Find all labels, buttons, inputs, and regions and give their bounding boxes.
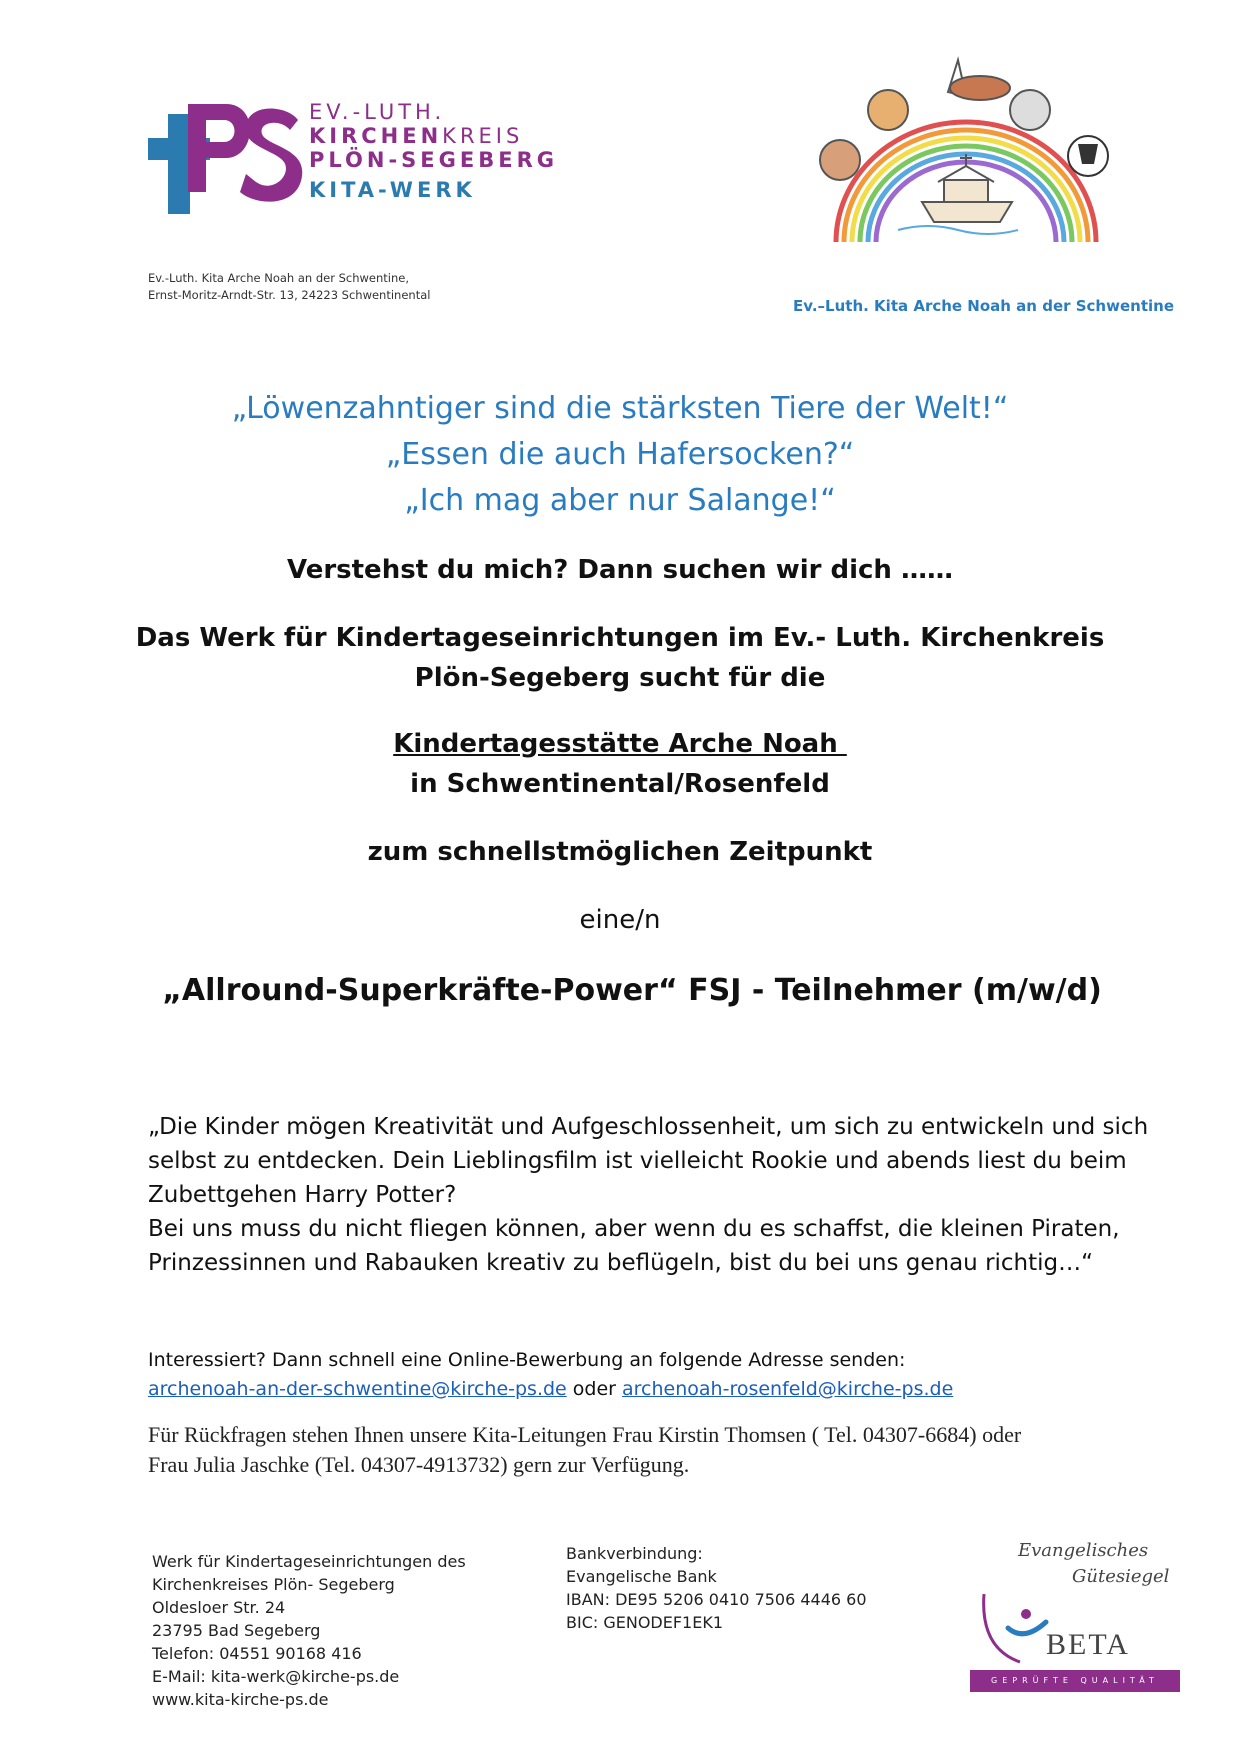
footer-address-line: Kirchenkreises Plön- Segeberg xyxy=(152,1575,395,1594)
bank-line: Bankverbindung: xyxy=(566,1544,703,1563)
email-link-schwentine[interactable]: archenoah-an-der-schwentine@kirche-ps.de xyxy=(148,1378,567,1400)
intro-line: Plön-Segeberg sucht für die xyxy=(414,663,826,693)
intro-text xyxy=(0,618,1240,698)
facility-location: in Schwentinental/Rosenfeld xyxy=(410,769,830,799)
application-info xyxy=(148,1346,1148,1404)
seal-title: Evangelisches xyxy=(1018,1540,1149,1561)
headline: Verstehst du mich? Dann suchen wir dich …… xyxy=(287,555,953,585)
description-line: „Die Kinder mögen Kreativität und Aufgeschlossenheit, um sich zu entwickeln und sich xyxy=(148,1114,1149,1140)
logo-wordmark xyxy=(309,102,558,204)
ps-logo-mark-icon xyxy=(148,102,318,222)
quote-line: „Essen die auch Hafersocken?“ xyxy=(385,437,855,472)
email-connector: oder xyxy=(566,1378,623,1400)
logo-line-1: EV.-LUTH. xyxy=(309,100,446,124)
footer-website: www.kita-kirche-ps.de xyxy=(152,1690,329,1709)
rainbow-ark-icon xyxy=(798,52,1134,252)
footer-email: E-Mail: kita-werk@kirche-ps.de xyxy=(152,1667,400,1686)
sender-address xyxy=(148,270,430,304)
arche-noah-illustration xyxy=(798,52,1134,252)
kita-name: Ev.–Luth. Kita Arche Noah an der Schwentine xyxy=(793,297,1174,315)
logo-line-2 xyxy=(309,126,558,150)
footer-address xyxy=(152,1550,466,1711)
contact-line: Für Rückfragen stehen Ihnen unsere Kita-Leitungen Frau Kirstin Thomsen ( Tel. 04307-6684) oder xyxy=(148,1422,1022,1447)
sender-line: Ernst-Moritz-Arndt-Str. 13, 24223 Schwentinental xyxy=(148,288,431,302)
description-line: Prinzessinnen und Rabauken kreativ zu beflügeln, bist du bei uns genau richtig…“ xyxy=(148,1250,1094,1276)
quote-line: „Löwenzahntiger sind die stärksten Tiere der Welt!“ xyxy=(231,391,1009,426)
apply-text: Interessiert? Dann schnell eine Online-Bewerbung an folgende Adresse senden: xyxy=(148,1349,906,1371)
logo-line-2-bold: KIRCHEN xyxy=(309,124,443,148)
bank-bic: BIC: GENODEF1EK1 xyxy=(566,1613,724,1632)
kirchenkreis-logo xyxy=(148,102,578,222)
description-line: Bei uns muss du nicht fliegen können, aber wenn du es schaffst, die kleinen Piraten, xyxy=(148,1216,1120,1242)
footer-phone: Telefon: 04551 90168 416 xyxy=(152,1644,362,1663)
footer-address-line: Oldesloer Str. 24 xyxy=(152,1598,286,1617)
description-line: Zubettgehen Harry Potter? xyxy=(148,1182,457,1208)
apply-emails xyxy=(148,1375,1148,1404)
beta-quality-seal xyxy=(970,1540,1180,1702)
intro-line: Das Werk für Kindertageseinrichtungen im Ev.- Luth. Kirchenkreis xyxy=(135,623,1105,653)
children-quotes xyxy=(0,386,1240,524)
footer-address-line: Werk für Kindertageseinrichtungen des xyxy=(152,1552,466,1571)
job-description xyxy=(148,1110,1158,1280)
description-line: selbst zu entdecken. Dein Lieblingsfilm ist vielleicht Rookie und abends liest du beim xyxy=(148,1148,1127,1174)
position-title: „Allround-Superkräfte-Power“ FSJ - Teilnehmer (m/w/d) xyxy=(162,973,1102,1008)
email-link-rosenfeld[interactable]: archenoah-rosenfeld@kirche-ps.de xyxy=(622,1378,954,1400)
logo-line-3: PLÖN-SEGEBERG xyxy=(309,148,558,172)
logo-line-4: KITA-WERK xyxy=(309,178,476,202)
bank-iban: IBAN: DE95 5206 0410 7506 4446 60 xyxy=(566,1590,867,1609)
facility-name: Kindertagesstätte Arche Noah xyxy=(393,729,847,759)
contact-info xyxy=(148,1420,1148,1480)
sender-line: Ev.-Luth. Kita Arche Noah an der Schwentine, xyxy=(148,271,410,285)
footer-address-line: 23795 Bad Segeberg xyxy=(152,1621,321,1640)
facility xyxy=(0,724,1240,804)
seal-name: BETA xyxy=(1046,1628,1130,1661)
contact-line: Frau Julia Jaschke (Tel. 04307-4913732) gern zur Verfügung. xyxy=(148,1452,690,1477)
quote-line: „Ich mag aber nur Salange!“ xyxy=(404,483,836,518)
seal-subtitle: Gütesiegel xyxy=(1072,1566,1170,1587)
position-article: eine/n xyxy=(579,905,661,935)
bank-line: Evangelische Bank xyxy=(566,1567,717,1586)
start-timing: zum schnellstmöglichen Zeitpunkt xyxy=(367,837,873,867)
logo-line-2-rest: KREIS xyxy=(442,124,524,148)
footer-bank xyxy=(566,1542,867,1634)
seal-bar: GEPRÜFTE QUALITÄT xyxy=(970,1670,1180,1692)
